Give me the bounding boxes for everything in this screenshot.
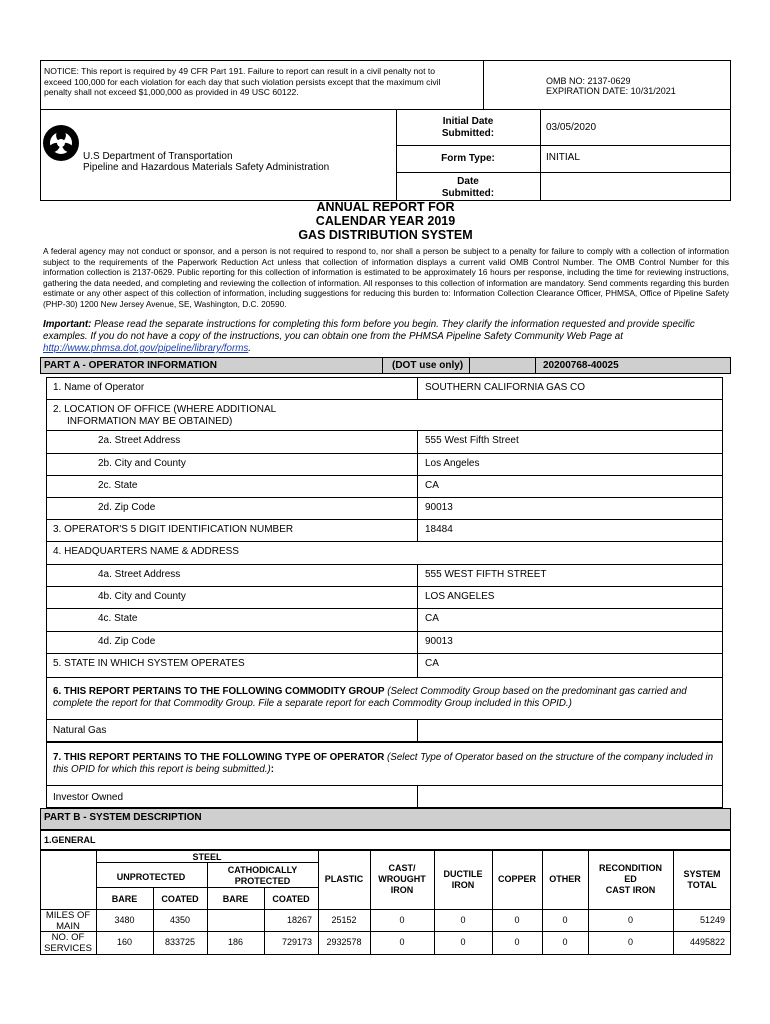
dot-logo-icon bbox=[42, 124, 80, 162]
operator-row-label: 2d. Zip Code bbox=[98, 502, 156, 513]
system-value-cell: 160 bbox=[116, 937, 133, 947]
ductile-iron-header: DUCTILE IRON bbox=[443, 869, 483, 890]
bare-unprotected-header: BARE bbox=[111, 894, 138, 904]
system-value-cell: 0 bbox=[627, 915, 633, 925]
initial-date-value: 03/05/2020 bbox=[546, 122, 597, 133]
part-b-title: PART B - SYSTEM DESCRIPTION bbox=[44, 812, 202, 823]
operator-row-value: 90013 bbox=[425, 636, 453, 647]
system-value-cell: 25152 bbox=[331, 915, 357, 925]
system-value-cell: 0 bbox=[460, 937, 466, 947]
operator-row-label: 3. OPERATOR'S 5 DIGIT IDENTIFICATION NUMBER bbox=[53, 524, 294, 535]
operator-row-value: 555 WEST FIFTH STREET bbox=[425, 569, 547, 580]
cast-iron-header: CAST/ WROUGHT IRON bbox=[378, 863, 426, 895]
operator-row bbox=[46, 377, 723, 400]
operator-row-value: LOS ANGELES bbox=[425, 591, 495, 602]
dot-use-label: (DOT use only) bbox=[392, 360, 464, 371]
operator-row-value: 555 West Fifth Street bbox=[425, 435, 519, 446]
operator-row-label: 4b. City and County bbox=[98, 591, 186, 602]
operator-row-label: 2b. City and County bbox=[98, 458, 186, 469]
q6-text: 6. THIS REPORT PERTAINS TO THE FOLLOWING COMMODITY GROUP (Select Commodity Group based on the predominant gas carried and complete the report for that Commodity Group. File a separate report for each Commodity Group included in this OPID.) bbox=[53, 686, 687, 709]
report-id: 20200768-40025 bbox=[543, 360, 619, 371]
system-row-label: NO. OF SERVICES bbox=[44, 932, 92, 954]
system-value-cell: 186 bbox=[227, 937, 244, 947]
coated-cathodic-header: COATED bbox=[272, 894, 310, 904]
unprotected-header: UNPROTECTED bbox=[116, 872, 186, 882]
system-total-header: SYSTEM TOTAL bbox=[683, 869, 721, 890]
operator-row-value: CA bbox=[425, 613, 439, 624]
system-row-label: MILES OF MAIN bbox=[45, 910, 91, 932]
date-submitted-label: Date Submitted: bbox=[441, 176, 495, 199]
system-value-cell: 0 bbox=[562, 937, 568, 947]
form-type-value: INITIAL bbox=[546, 152, 580, 163]
operator-row-label: 2. LOCATION OF OFFICE (WHERE ADDITIONAL INFORMATION MAY BE OBTAINED) bbox=[53, 404, 277, 427]
operator-type-value: Investor Owned bbox=[53, 792, 124, 803]
system-value-cell: 0 bbox=[514, 915, 520, 925]
system-value-cell: 4350 bbox=[169, 915, 191, 925]
plastic-header: PLASTIC bbox=[324, 874, 364, 884]
part-a-title: PART A - OPERATOR INFORMATION bbox=[44, 360, 217, 371]
operator-row-label: 2c. State bbox=[98, 480, 138, 491]
operator-row-value: SOUTHERN CALIFORNIA GAS CO bbox=[425, 382, 586, 393]
reconditioned-header: RECONDITION ED CAST IRON bbox=[599, 863, 662, 895]
important-note: Important: Please read the separate instructions for completing this form before you begin. They clarify the information requested and provide specific examples. If you do not have a copy of the instructions, you can obtain one from the PHMSA Pipeline Safety Community Web Page at http://www.phmsa.dot.gov/pipeline/library/forms. bbox=[43, 319, 695, 354]
operator-row-label: 5. STATE IN WHICH SYSTEM OPERATES bbox=[53, 658, 245, 669]
operator-row-label: 4. HEADQUARTERS NAME & ADDRESS bbox=[53, 546, 239, 557]
system-value-cell: 0 bbox=[399, 915, 405, 925]
steel-header: STEEL bbox=[192, 852, 222, 862]
system-value-cell: 0 bbox=[562, 915, 568, 925]
system-value-cell: 833725 bbox=[164, 937, 196, 947]
operator-row-label: 4c. State bbox=[98, 613, 138, 624]
system-value-cell: 18267 bbox=[286, 915, 312, 925]
commodity-group-value: Natural Gas bbox=[53, 725, 107, 736]
cathodic-header: CATHODICALLY PROTECTED bbox=[227, 865, 298, 886]
operator-row-label: 1. Name of Operator bbox=[53, 382, 145, 393]
system-value-cell: 0 bbox=[627, 937, 633, 947]
system-value-cell: 3480 bbox=[114, 915, 135, 925]
system-value-cell: 0 bbox=[460, 915, 466, 925]
operator-row-value: Los Angeles bbox=[425, 458, 480, 469]
operator-row bbox=[46, 608, 723, 632]
q7-text: 7. THIS REPORT PERTAINS TO THE FOLLOWING TYPE OF OPERATOR (Select Type of Operator based on the structure of the company included in this OPID for which this report is being submitted.): bbox=[53, 752, 714, 775]
initial-date-label: Initial Date Submitted: bbox=[441, 116, 495, 139]
system-value-cell: 0 bbox=[399, 937, 405, 947]
omb-number: OMB NO: 2137-0629 bbox=[546, 76, 631, 86]
other-header: OTHER bbox=[549, 874, 581, 884]
form-type-label: Form Type: bbox=[441, 153, 495, 164]
operator-row-value: CA bbox=[425, 480, 439, 491]
operator-row-label: 4d. Zip Code bbox=[98, 636, 156, 647]
expiration-date: EXPIRATION DATE: 10/31/2021 bbox=[546, 86, 676, 96]
report-title: ANNUAL REPORT FOR CALENDAR YEAR 2019 GAS DISTRIBUTION SYSTEM bbox=[298, 200, 473, 242]
operator-row-value: 18484 bbox=[425, 524, 453, 535]
operator-row-value: CA bbox=[425, 658, 439, 669]
bare-cathodic-header: BARE bbox=[222, 894, 249, 904]
general-label: 1.GENERAL bbox=[44, 835, 96, 845]
copper-header: COPPER bbox=[497, 874, 536, 884]
forms-link[interactable]: http://www.phmsa.dot.gov/pipeline/library/forms bbox=[43, 343, 249, 354]
system-value-cell: 729173 bbox=[281, 937, 312, 947]
system-value-cell: 2932578 bbox=[326, 937, 362, 947]
system-value-cell: 51249 bbox=[699, 915, 725, 925]
notice-text: NOTICE: This report is required by 49 CFR Part 191. Failure to report can result in a civil penalty not to exceed 100,000 for each violation for each day that such violation persists except that the maximum civil penalty shall not exceed $1,000,000 as provided in 49 USC 60122. bbox=[44, 66, 441, 97]
coated-unprotected-header: COATED bbox=[161, 894, 199, 904]
system-value-cell: 4495822 bbox=[689, 937, 725, 947]
agency-subname: Pipeline and Hazardous Materials Safety Administration bbox=[83, 162, 330, 173]
burden-statement: A federal agency may not conduct or sponsor, and a person is not required to respond to, nor shall a person be subject to a penalty for failure to comply with a collection of information subject to the requirements of the Paperwork Reduction Act unless that collection of information displays a current valid OMB Control Number. The OMB Control Number for this information collection is 2137-0629. Public reporting for this collection of information is estimated to be approximately 16 hours per response, including the time for reviewing instructions, gathering the data needed, and completing and reviewing the collection of information. All responses to this collection of information are mandatory. Send comments regarding this burden estimate or any other aspect of this collection of information, including suggestions for reducing this burden to: Information Collection Clearance Officer, PHMSA, Office of Pipeline Safety (PHP-30) 1200 New Jersey Avenue, SE, Washington, D.C. 20590. bbox=[43, 246, 729, 309]
operator-row-label: 4a. Street Address bbox=[98, 569, 181, 580]
operator-row bbox=[46, 475, 723, 498]
agency-name: U.S Department of Transportation bbox=[83, 151, 233, 162]
system-value-cell: 0 bbox=[514, 937, 520, 947]
operator-row-label: 2a. Street Address bbox=[98, 435, 181, 446]
operator-row-value: 90013 bbox=[425, 502, 453, 513]
